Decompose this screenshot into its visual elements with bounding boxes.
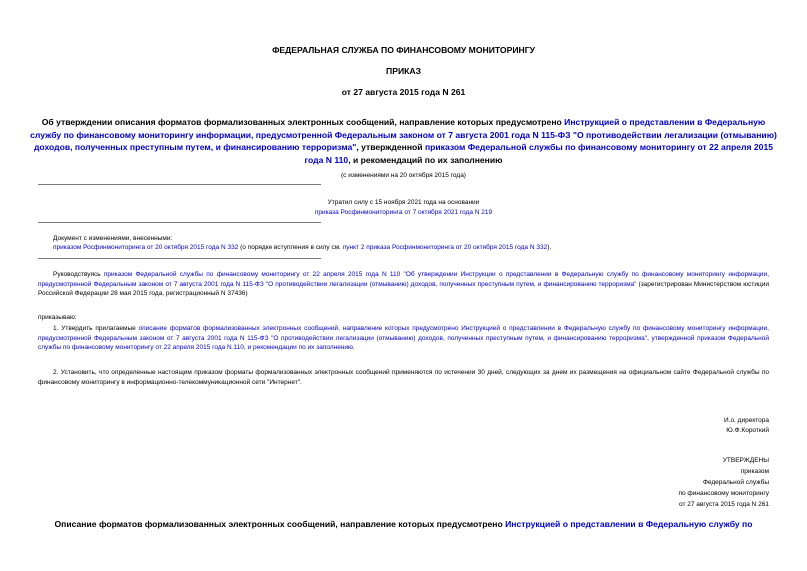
appendix-title-link[interactable]: Инструкцией о представлении в Федеральную службу по xyxy=(505,519,753,529)
preamble-text-1: Руководствуясь xyxy=(53,271,104,278)
approved-heading: УТВЕРЖДЕНЫ xyxy=(722,457,769,464)
divider xyxy=(38,258,321,259)
document-type: ПРИКАЗ xyxy=(386,66,421,76)
approved-line-1: приказом xyxy=(740,468,769,475)
title-text-3: , и рекомендаций по их заполнению xyxy=(348,154,503,165)
preamble-text-2: (зарегистрирован Министерством юстиции Российской Федерации 28 мая 2015 года, регистрационный N 37436) xyxy=(38,280,769,297)
approved-line-4: от 27 августа 2015 года N 261 xyxy=(678,501,769,508)
signature-position: И.о. директора xyxy=(723,417,769,424)
title-link-order-110[interactable]: приказом Федеральной службы по финансовому мониторингу от 22 апреля 2015 года N 110 xyxy=(304,142,774,165)
item-2-paragraph: 2. Установить, что определенные настоящим приказом форматы формализованных электронных сообщений применяются по истечении 30 дней, следующих за днем их размещения на официальном сайте Федеральной службы по финансовому мониторингу в информационно-телекоммуникационной сети "Интернет". xyxy=(38,369,769,386)
changes-label: Документ с изменениями, внесенными: xyxy=(53,235,173,242)
changes-link-clause-2[interactable]: пункт 2 приказа Росфинмониторинга от 20 октября 2015 года N 332 xyxy=(342,244,548,251)
item-1-text-1: 1. Утвердить прилагаемые xyxy=(53,325,139,332)
lost-force-link[interactable]: приказа Росфинмониторинга от 7 октября 2021 года N 219 xyxy=(314,209,493,216)
agency-heading: ФЕДЕРАЛЬНАЯ СЛУЖБА ПО ФИНАНСОВОМУ МОНИТОРИНГУ xyxy=(272,45,535,55)
title-link-instruction[interactable]: Инструкцией о представлении в Федеральную службу по финансовому мониторингу информации, предусмотренной Федеральным законом от 7 августа 2001 года N 115-ФЗ "О противодействии легализации (отмыванию) доходов, полученных преступным путем, и финансированию терроризма" xyxy=(30,117,777,152)
item-1-link-description[interactable]: описание форматов формализованных электронных сообщений, направление которых предусмотрено Инструкцией о представлении в Федеральную службу по финансовому мониторингу информации, предусмотренной Федеральным законом от 7 августа 2001 года N 115-ФЗ "О противодействии легализации (отмыванию) доходов, полученных преступным путем, и финансированию терроризма", утвержденной приказом Федеральной службы по финансовому мониторингу от 22 апреля 2015 года N 110, и рекомендации по их заполнению xyxy=(38,325,769,351)
changes-text-2: ). xyxy=(547,244,552,251)
title-text-1: Об утверждении описания форматов формализованных электронных сообщений, направление которых предусмотрено xyxy=(41,117,565,127)
divider xyxy=(38,184,321,185)
divider xyxy=(38,222,321,223)
approved-line-2: Федеральной службы xyxy=(702,479,769,486)
changes-line xyxy=(53,243,773,253)
document-title xyxy=(30,116,777,166)
item-1-text-2: . xyxy=(352,344,355,351)
preamble-link-order-110[interactable]: приказом Федеральной службы по финансовому мониторингу от 22 апреля 2015 года N 110 "Об утверждении Инструкции о представлении в Федеральную службу по финансовому мониторингу информации, предусмотренной Федеральным законом от 7 августа 2001 года N 115-ФЗ "О противодействии легализации (отмыванию) доходов, полученных преступным путем, и финансированию терроризма" xyxy=(38,271,769,288)
approved-line-3: по финансовому мониторингу xyxy=(678,490,769,497)
changes-link-order-332[interactable]: приказом Росфинмониторинга от 20 октября 2015 года N 332 xyxy=(53,244,239,251)
lost-force-text: Утратил силу с 15 ноября 2021 года на основании xyxy=(327,199,480,206)
document-date-number: от 27 августа 2015 года N 261 xyxy=(341,87,466,97)
appendix-title-text: Описание форматов формализованных электронных сообщений, направление которых предусмотрено xyxy=(54,519,506,529)
signature-name: Ю.Ф.Короткий xyxy=(726,427,769,434)
title-text-2: , утвержденной xyxy=(356,142,425,152)
preamble-paragraph xyxy=(38,270,769,299)
order-word: приказываю: xyxy=(38,314,77,321)
changes-text-1: (о порядке вступления в силу см. xyxy=(238,244,343,251)
item-1-paragraph xyxy=(38,324,769,353)
appendix-title xyxy=(0,519,807,529)
amended-note: (с изменениями на 20 октября 2015 года) xyxy=(341,172,466,179)
